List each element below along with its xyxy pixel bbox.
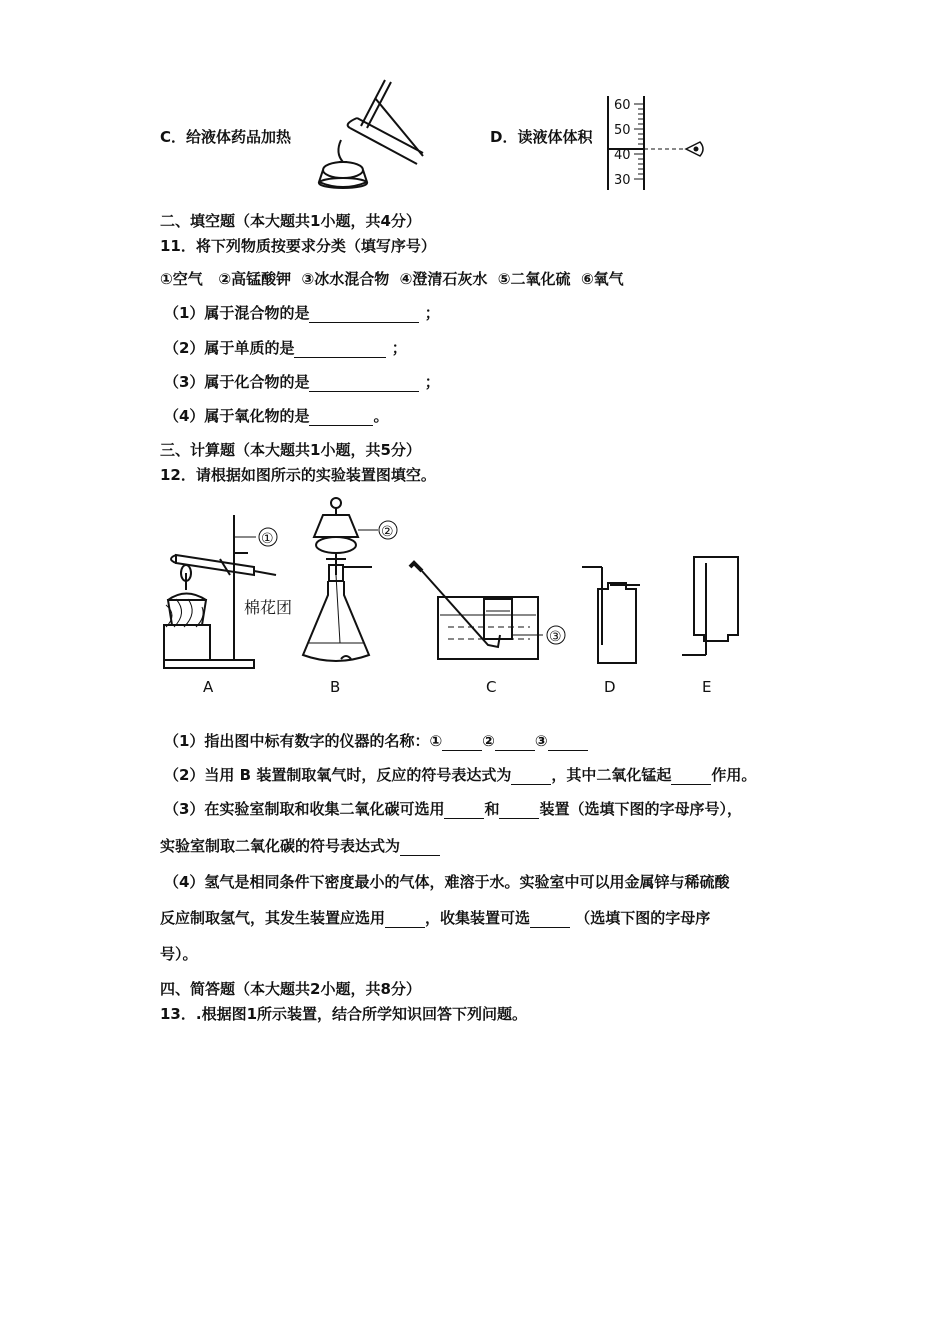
section2-heading: 二、填空题（本大题共1小题，共4分） — [160, 212, 421, 230]
apparatus-figure — [158, 495, 758, 705]
apparatus-label-e: E — [702, 678, 712, 696]
q12-part1-m2: ② — [482, 732, 495, 750]
apparatus-b — [303, 498, 372, 661]
cylinder-tick-30: 30 — [614, 173, 631, 188]
q12-part1 — [164, 731, 588, 751]
q11-part4-end: 。 — [373, 407, 389, 425]
q12-part2-e: 作用。 — [711, 766, 757, 784]
cylinder-tick-60: 60 — [614, 98, 631, 113]
q12-part4b-c: （选填下图的字母序 — [575, 909, 711, 927]
graduated-cylinder-figure — [604, 92, 714, 192]
answer-blank[interactable] — [400, 839, 440, 856]
q11-part3-text: （3）属于化合物的是 — [164, 373, 310, 391]
answer-blank[interactable] — [385, 911, 425, 928]
heating-liquid-figure — [305, 78, 435, 193]
q12-part1-m1: ① — [429, 732, 443, 750]
answer-blank[interactable] — [530, 911, 570, 928]
q12-part4b — [160, 908, 710, 928]
cylinder-tick-50: 50 — [614, 123, 631, 138]
q12-part2-b: B — [239, 766, 252, 784]
eye-icon — [686, 142, 703, 156]
q11-part3-end: ； — [424, 373, 440, 391]
q11-part1-end: ； — [424, 304, 440, 322]
answer-blank[interactable] — [444, 802, 484, 819]
q12-part2 — [164, 765, 756, 785]
q12-part2-d: ，其中二氧化锰起 — [551, 766, 672, 784]
q12-stem: 12．请根据如图所示的实验装置图填空。 — [160, 466, 436, 484]
q12-part3-c: 装置（选填下图的字母序号）， — [539, 800, 742, 818]
q12-part4c: 号）。 — [160, 945, 198, 963]
answer-blank[interactable] — [309, 306, 419, 323]
q12-part3b-text: 实验室制取二氧化碳的符号表达式为 — [160, 837, 401, 855]
marker-3: ③ — [549, 629, 562, 645]
answer-blank[interactable] — [495, 734, 535, 751]
q11-part4-text: （4）属于氧化物的是 — [164, 407, 310, 425]
q12-part2-a: （2）当用 — [164, 766, 235, 784]
marker-2: ② — [381, 524, 394, 540]
q11-part2-end: ； — [391, 339, 407, 357]
section3-heading: 三、计算题（本大题共1小题，共5分） — [160, 441, 421, 459]
option-d-label: D．读液体体积 — [490, 128, 593, 146]
apparatus-label-c: C — [486, 678, 497, 696]
q12-part3 — [164, 799, 742, 819]
answer-blank[interactable] — [442, 734, 482, 751]
section4-heading: 四、简答题（本大题共2小题，共8分） — [160, 980, 421, 998]
q12-part3-a: （3）在实验室制取和收集二氧化碳可选用 — [164, 800, 445, 818]
q11-part2-text: （2）属于单质的是 — [164, 339, 295, 357]
answer-blank[interactable] — [511, 768, 551, 785]
q11-part2 — [164, 338, 407, 358]
apparatus-e — [682, 557, 738, 655]
q11-part1 — [164, 303, 440, 323]
option-c-label: C．给液体药品加热 — [160, 128, 292, 146]
q12-part2-c: 装置制取氧气时，反应的符号表达式为 — [256, 766, 512, 784]
q11-part3 — [164, 372, 440, 392]
answer-blank[interactable] — [548, 734, 588, 751]
q11-part1-text: （1）属于混合物的是 — [164, 304, 310, 322]
apparatus-c — [410, 563, 538, 659]
apparatus-d — [582, 567, 640, 663]
answer-blank[interactable] — [294, 341, 386, 358]
answer-blank[interactable] — [309, 375, 419, 392]
q13-stem: 13．.根据图1所示装置，结合所学知识回答下列问题。 — [160, 1005, 528, 1023]
q11-part4 — [164, 406, 388, 426]
answer-blank[interactable] — [499, 802, 539, 819]
q11-items: ①空气 ②高锰酸钾 ③冰水混合物 ④澄清石灰水 ⑤二氧化硫 ⑥氧气 — [160, 270, 624, 288]
answer-blank[interactable] — [309, 409, 373, 426]
cylinder-tick-40: 40 — [614, 148, 631, 163]
q12-part4a: （4）氢气是相同条件下密度最小的气体，难溶于水。实验室中可以用金属锌与稀硫酸 — [164, 873, 730, 891]
q12-part1-m3: ③ — [534, 732, 548, 750]
q12-part4b-a: 反应制取氢气，其发生装置应选用 — [160, 909, 386, 927]
apparatus-label-b: B — [330, 678, 341, 696]
apparatus-label-a: A — [203, 678, 214, 696]
answer-blank[interactable] — [671, 768, 711, 785]
q12-part3-b: 和 — [484, 800, 500, 818]
apparatus-label-d: D — [604, 678, 616, 696]
q12-part3b — [160, 836, 440, 856]
q12-part1-text: （1）指出图中标有数字的仪器的名称： — [164, 732, 430, 750]
q11-stem: 11．将下列物质按要求分类（填写序号） — [160, 237, 436, 255]
cotton-label: 棉花团 — [244, 598, 293, 617]
marker-1: ① — [261, 531, 274, 547]
q12-part4b-b: ，收集装置可选 — [425, 909, 531, 927]
